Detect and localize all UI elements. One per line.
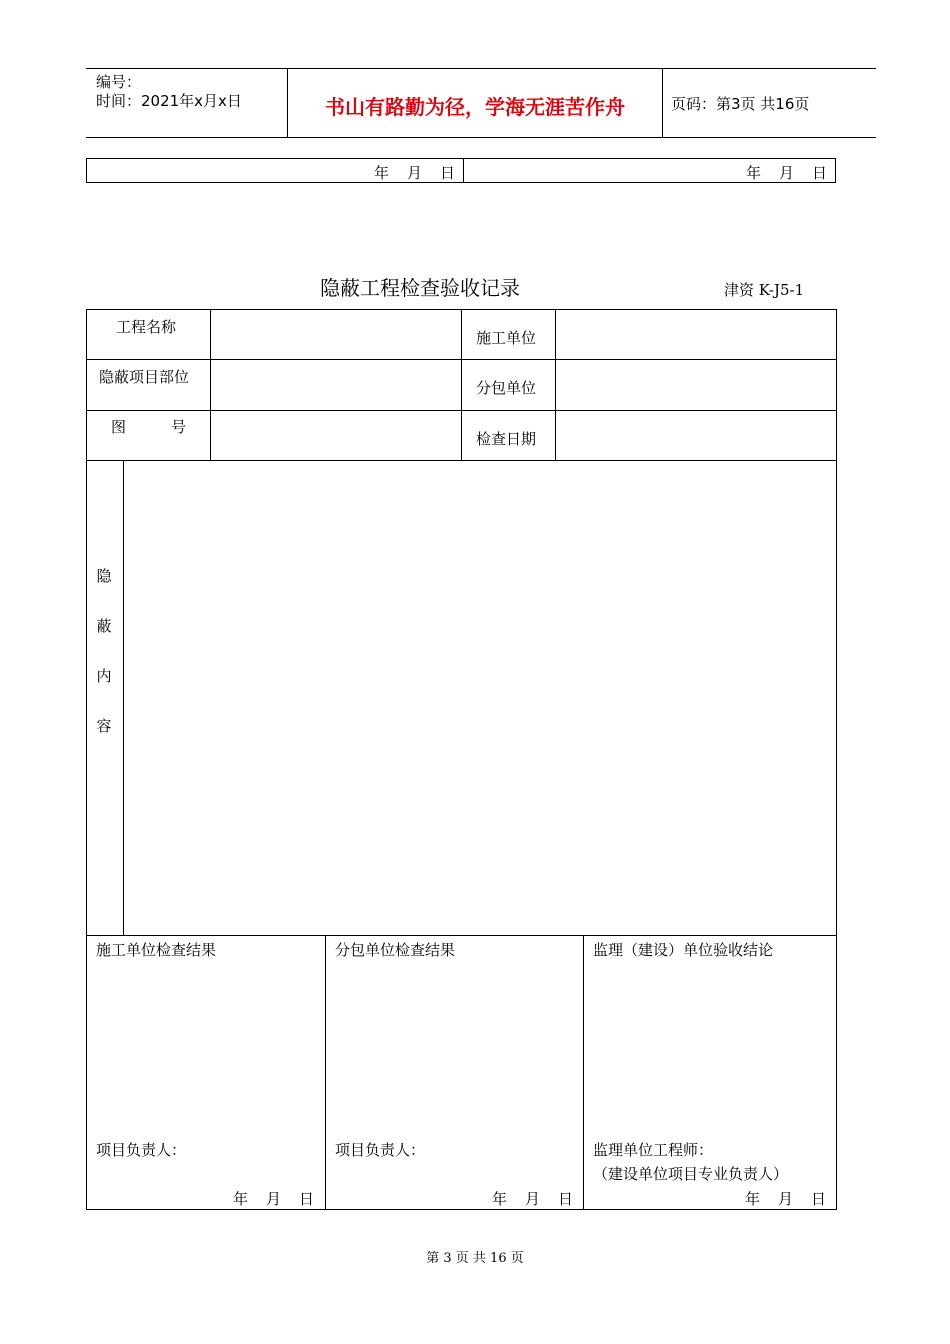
- number-label: 编号：: [96, 73, 142, 91]
- day-label: 日: [439, 164, 455, 182]
- subcontract-unit-label: 分包单位: [476, 379, 537, 397]
- section-col-divider: [583, 935, 584, 1209]
- day-label: 日: [558, 1190, 574, 1208]
- col-divider: [555, 310, 556, 460]
- construction-date: [233, 1188, 314, 1209]
- construction-unit-label: 施工单位: [476, 329, 537, 347]
- subcontract-signer-label: 项目负责人：: [335, 1141, 426, 1159]
- header-right-cell: [662, 69, 876, 137]
- month-label: 月: [266, 1190, 282, 1208]
- construction-signer-label: 项目负责人：: [96, 1141, 187, 1159]
- time-label: 时间：2021年x月x日: [96, 92, 242, 110]
- header-left-cell: [86, 69, 287, 137]
- section-col-divider: [325, 935, 326, 1209]
- month-label: 月: [778, 164, 794, 182]
- year-label: 年: [233, 1190, 249, 1208]
- content-label-divider: [123, 461, 124, 935]
- year-label: 年: [373, 164, 389, 182]
- inspection-table: [86, 309, 837, 1210]
- day-label: 日: [811, 1190, 827, 1208]
- content-label-char: 蔽: [96, 617, 112, 635]
- header-center-cell: [287, 69, 663, 137]
- supervision-signer-label: 监理单位工程师：: [593, 1141, 714, 1159]
- form-code: 津资 K-J5-1: [724, 281, 805, 299]
- month-label: 月: [525, 1190, 541, 1208]
- page-label: 页码：第3页 共16页: [671, 95, 810, 113]
- page-header: [86, 68, 876, 138]
- content-label-char: 容: [96, 717, 112, 735]
- motto: 书山有路勤为径，学海无涯苦作舟: [325, 95, 625, 119]
- subcontract-check-title: 分包单位检查结果: [335, 941, 456, 959]
- form-title: 隐蔽工程检查验收记录: [320, 276, 520, 300]
- month-label: 月: [778, 1190, 794, 1208]
- project-name-label: 工程名称: [116, 318, 177, 336]
- year-label: 年: [745, 1190, 761, 1208]
- col-divider: [461, 310, 462, 460]
- owner-signer-label: （建设单位项目专业负责人）: [593, 1165, 789, 1183]
- section-divider: [87, 935, 836, 936]
- col-divider: [210, 310, 211, 460]
- hidden-item-location-label: 隐蔽项目部位: [99, 368, 190, 386]
- date-strip-right-date: [728, 162, 827, 183]
- subcontract-date: [492, 1188, 573, 1209]
- inspection-date-label: 检查日期: [476, 430, 537, 448]
- row-divider: [87, 460, 836, 461]
- page-footer: 第 3 页 共 16 页: [426, 1251, 524, 1266]
- supervision-date: [745, 1188, 826, 1209]
- day-label: 日: [299, 1190, 315, 1208]
- day-label: 日: [811, 164, 827, 182]
- content-label-char: 隐: [96, 567, 112, 585]
- drawing-number-label: 图 号: [111, 418, 187, 436]
- year-label: 年: [492, 1190, 508, 1208]
- date-strip-right: [464, 159, 835, 182]
- date-strip: [86, 158, 836, 183]
- date-strip-left-date: [356, 162, 455, 183]
- supervision-conclusion-title: 监理（建设）单位验收结论: [593, 941, 774, 959]
- construction-check-title: 施工单位检查结果: [96, 941, 217, 959]
- date-strip-left: [87, 159, 464, 182]
- year-label: 年: [745, 164, 761, 182]
- content-label-char: 内: [96, 667, 112, 685]
- month-label: 月: [406, 164, 422, 182]
